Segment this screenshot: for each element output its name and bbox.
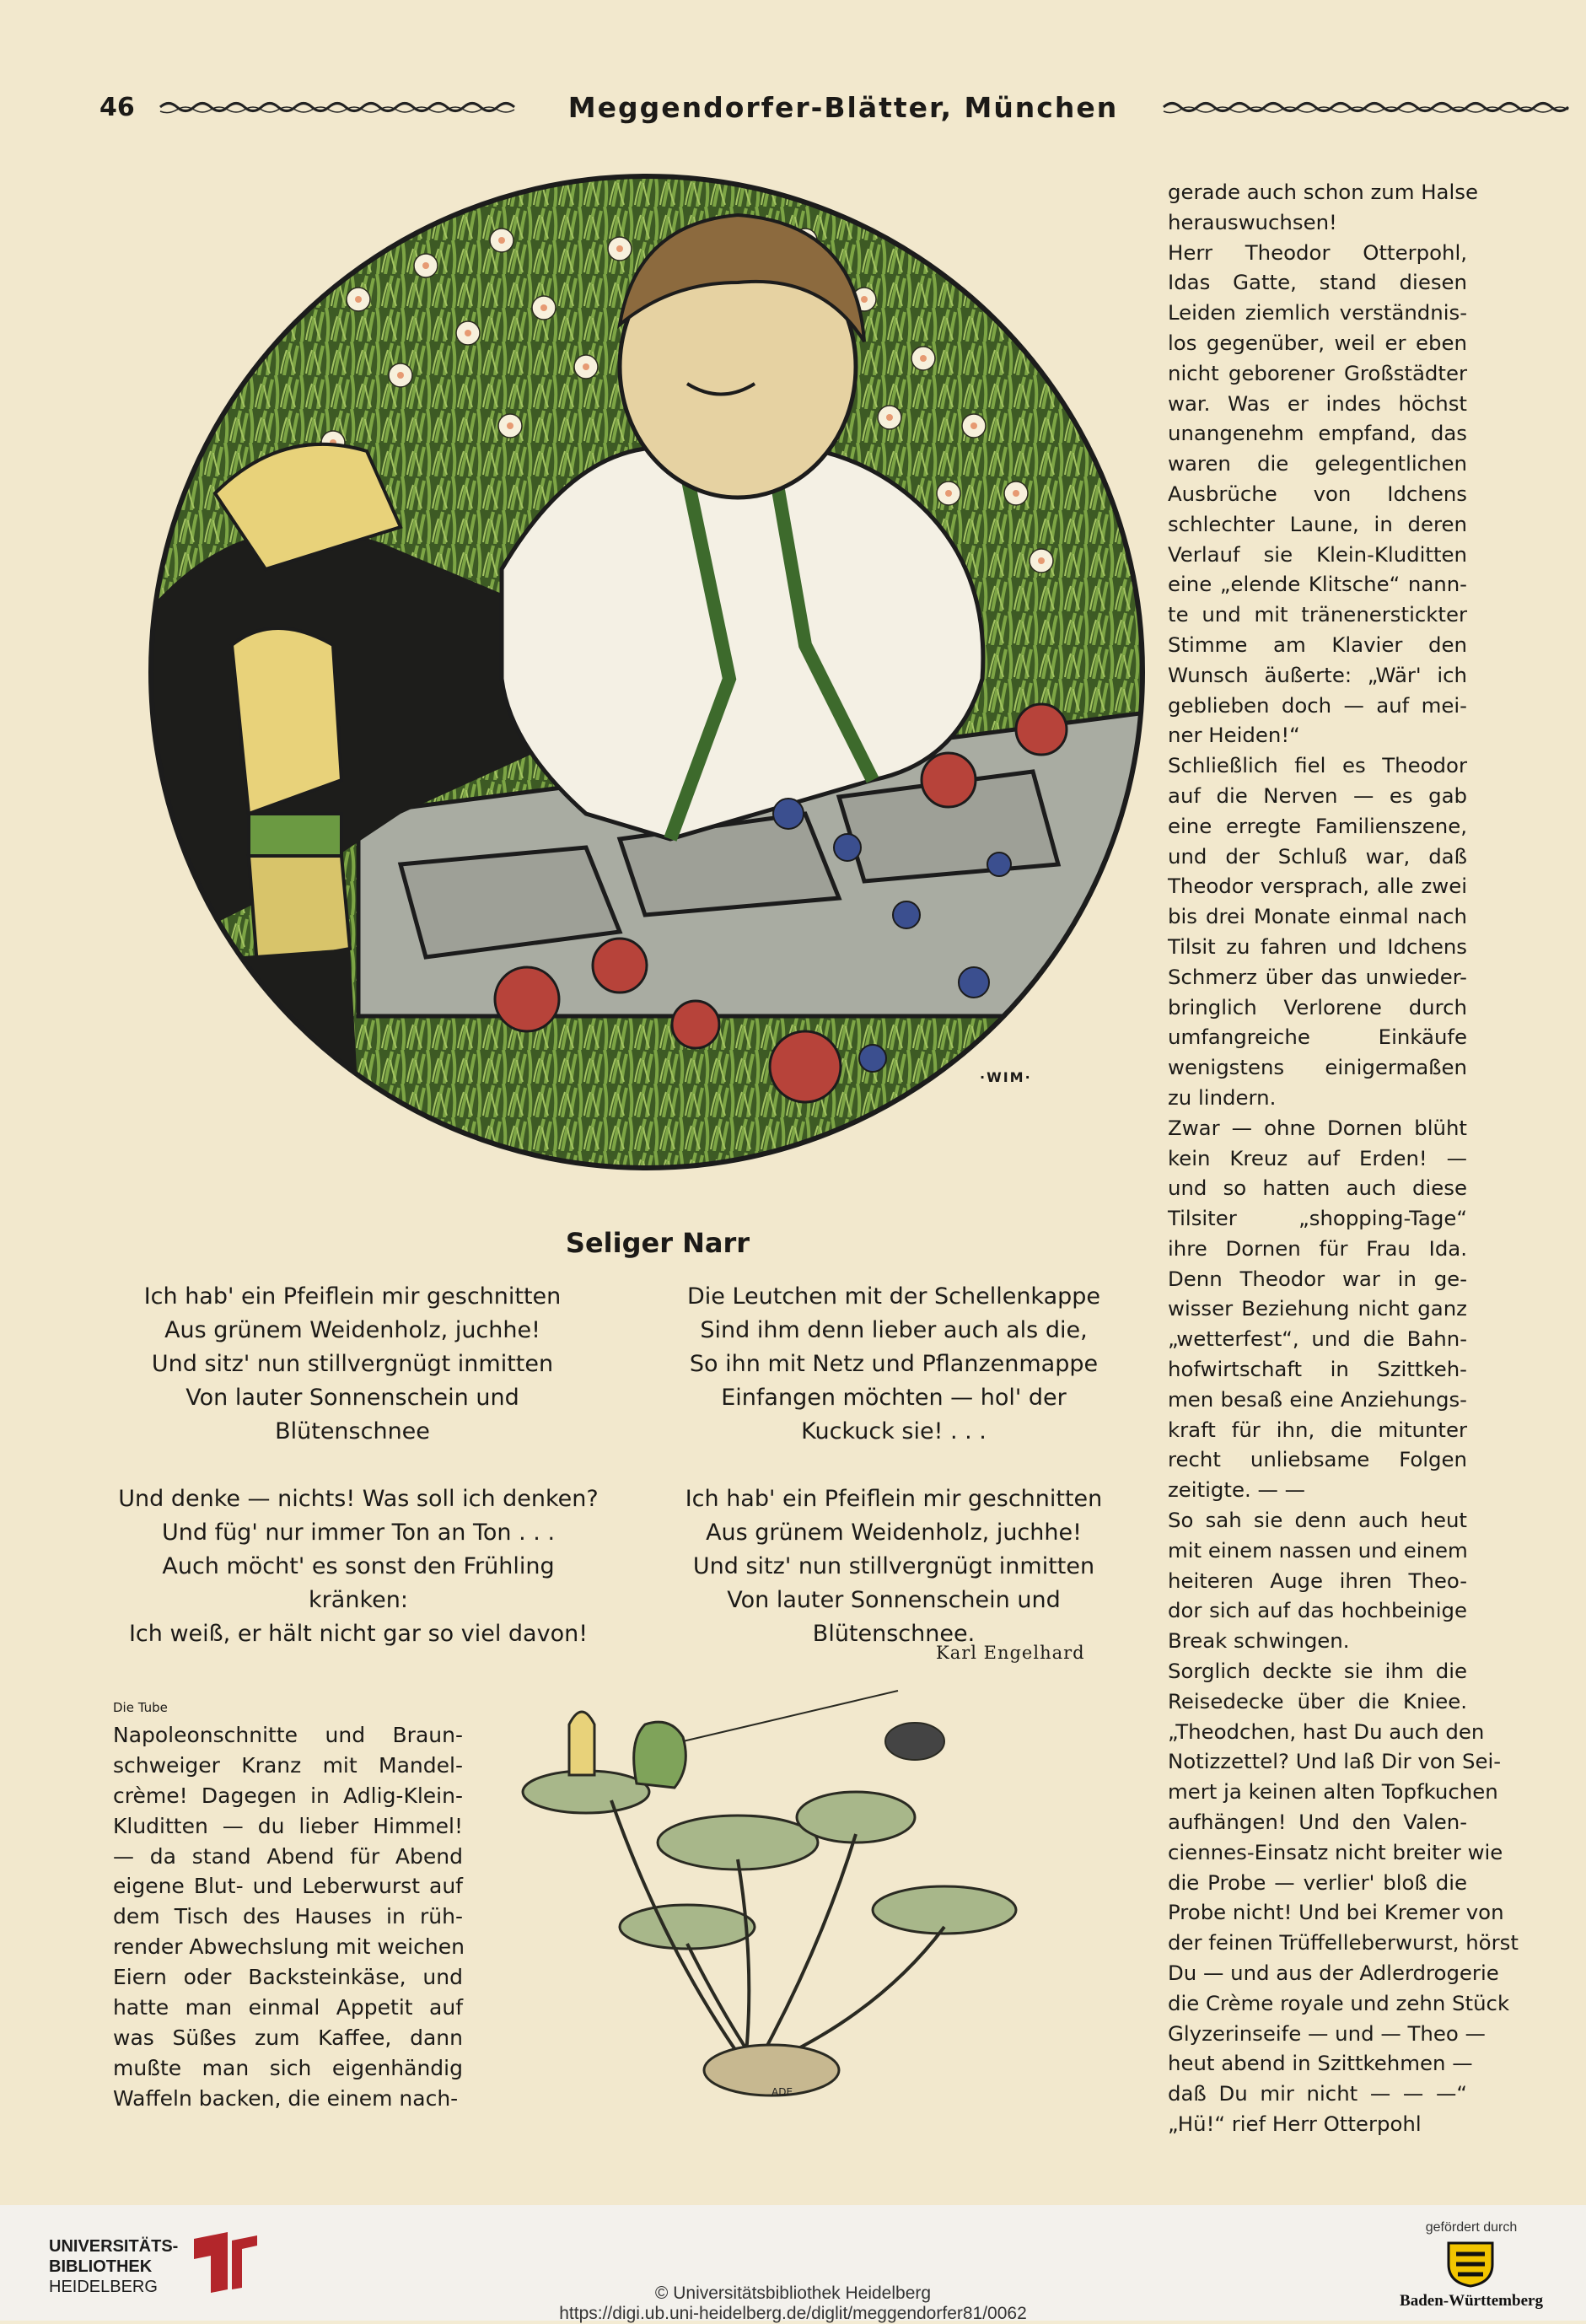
left-column-line: Waffeln backen, die einem nach- (113, 2085, 459, 2111)
right-column-line: Wunsch äußerte: „Wär' ich (1168, 662, 1467, 687)
poem-line: Ich hab' ein Pfeiflein mir geschnitten (685, 1486, 1103, 1512)
page-number: 46 (99, 93, 135, 122)
right-column-line: Tilsiter „shopping-Tage“ (1168, 1206, 1467, 1231)
right-column-line: wisser Beziehung nicht ganz (1168, 1296, 1467, 1321)
right-column-line: Glyzerinseife — und — Theo — (1168, 2020, 1486, 2046)
poem-line: Aus grünem Weidenholz, juchhe! (706, 1520, 1082, 1546)
right-column-line: Herr Theodor Otterpohl, (1168, 239, 1467, 265)
funded-by-label: gefördert durch (1425, 2220, 1518, 2235)
right-column-line: ciennes-Einsatz nicht breiter wie (1168, 1839, 1503, 1864)
funder-name: Baden-Württemberg (1400, 2292, 1543, 2310)
right-column-line: Tilsit zu fahren und Idchens (1168, 933, 1467, 959)
right-column-line: Sorglich deckte sie ihm die (1168, 1659, 1467, 1684)
right-column-line: Ausbrüche von Idchens (1168, 481, 1467, 506)
left-column-line: render Abwechslung mit weichen (113, 1934, 465, 1960)
copyright-text: © Universitätsbibliothek Heidelberg (654, 2284, 932, 2303)
left-column-line: Kluditten — du lieber Himmel! (113, 1813, 463, 1838)
right-column-line: Denn Theodor war in ge- (1168, 1266, 1467, 1291)
right-column-line: die Crème royale und zehn Stück (1168, 1990, 1510, 2015)
header-ornament-left (160, 100, 523, 115)
poem-line: Und denke — nichts! Was soll ich denken? (118, 1486, 599, 1512)
right-column-line: recht unliebsame Folgen (1168, 1447, 1467, 1472)
right-column-line: So sah sie denn auch heut (1168, 1508, 1467, 1533)
left-column-line: Eiern oder Backsteinkäse, und (113, 1965, 463, 1990)
right-column-line: der feinen Trüffelleberwurst, hörst (1168, 1930, 1519, 1955)
poem-line: kränken: (309, 1587, 408, 1613)
right-column-line: zu lindern. (1168, 1084, 1277, 1110)
right-column-line: hofwirtschaft in Szittkeh- (1168, 1357, 1467, 1382)
poem-line: Aus grünem Weidenholz, juchhe! (164, 1317, 540, 1343)
right-column-line: Idas Gatte, stand diesen (1168, 270, 1467, 295)
poem-stanza-2 (101, 1482, 616, 1651)
right-column-line: schlechter Laune, in deren (1168, 511, 1467, 536)
illustration-signature: ·WIM· (980, 1069, 1032, 1085)
right-column-line: te und mit tränenerstickter (1168, 602, 1467, 627)
right-column-text (1168, 177, 1519, 2139)
left-column-line: schweiger Kranz mit Mandel- (113, 1752, 463, 1778)
right-column-line: Probe nicht! Und bei Kremer von (1168, 1900, 1504, 1925)
left-column-line: crème! Dagegen in Adlig-Klein- (113, 1783, 463, 1808)
poem-line: Von lauter Sonnenschein und (185, 1385, 519, 1411)
right-column-line: aufhängen! Und den Valen- (1168, 1810, 1467, 1835)
left-column-text (113, 1720, 463, 2114)
right-column-line: nicht geborener Großstädter (1168, 360, 1467, 385)
right-column-line: bis drei Monate einmal nach (1168, 904, 1467, 929)
left-column-line: — da stand Abend für Abend (113, 1843, 463, 1869)
right-column-line: heiteren Auge ihren Theo- (1168, 1568, 1467, 1593)
left-column-line: Napoleonschnitte und Braun- (113, 1723, 463, 1747)
poem-stanza-3 (658, 1280, 1130, 1449)
right-column-line: mit einem nassen und einem (1168, 1537, 1468, 1563)
right-column-line: eine erregte Familienszene, (1168, 813, 1467, 838)
right-column-line: wenigstens einigermaßen (1168, 1055, 1467, 1080)
poem-line: Sind ihm denn lieber auch als die, (700, 1317, 1088, 1343)
poem-line: Blütenschnee. (812, 1621, 976, 1647)
right-column-line: dor sich auf das hochbeinige (1168, 1598, 1467, 1623)
right-column-line: Break schwingen. (1168, 1628, 1350, 1654)
poem-line: Und füg' nur immer Ton an Ton . . . (161, 1520, 556, 1546)
frog-mushroom-illustration (519, 1691, 1067, 2129)
poem-stanza-1 (108, 1280, 597, 1449)
right-column-line: Verlauf sie Klein-Kluditten (1168, 541, 1467, 567)
right-column-line: kein Kreuz auf Erden! — (1168, 1145, 1467, 1170)
poem-line: Auch möcht' es sonst den Frühling (162, 1553, 555, 1579)
left-column-line: mußte man sich eigenhändig (113, 2055, 463, 2080)
poem-line: Ich hab' ein Pfeiflein mir geschnitten (143, 1283, 562, 1310)
poem-line: Und sitz' nun stillvergnügt inmitten (692, 1553, 1095, 1579)
source-url[interactable]: https://digi.ub.uni-heidelberg.de/diglit/meggendorfer81/0062 (559, 2304, 1027, 2323)
library-name-line3: HEIDELBERG (49, 2278, 158, 2296)
poem-line: Die Leutchen mit der Schellenkappe (686, 1283, 1101, 1310)
right-column-line: unangenehm empfand, das (1168, 421, 1467, 446)
right-column-line: „Theodchen, hast Du auch den (1168, 1719, 1485, 1744)
poem-author: Karl Engelhard (936, 1643, 1085, 1663)
left-column-line: was Süßes zum Kaffee, dann (113, 2025, 463, 2050)
right-column-line: umfangreiche Einkäufe (1168, 1025, 1467, 1050)
right-column-line: daß Du mir nicht — — —“ (1168, 2081, 1467, 2106)
right-column-line: mert ja keinen alten Topfkuchen (1168, 1779, 1498, 1805)
right-column-line: los gegenüber, weil er eben (1168, 330, 1467, 355)
right-column-line: ihre Dornen für Frau Ida. (1168, 1235, 1467, 1261)
library-name-line1: UNIVERSITÄTS- (49, 2237, 179, 2256)
right-column-line: bringlich Verlorene durch (1168, 994, 1467, 1019)
right-column-line: „wetterfest“, und die Bahn- (1168, 1326, 1467, 1352)
right-column-line: Schließlich fiel es Theodor (1168, 753, 1467, 778)
right-column-line: war. Was er indes höchst (1168, 390, 1467, 416)
poem-line: So ihn mit Netz und Pflanzenmappe (689, 1351, 1099, 1377)
right-column-line: Theodor versprach, alle zwei (1168, 874, 1467, 899)
right-column-line: und so hatten auch diese (1168, 1175, 1467, 1201)
poem-line: Von lauter Sonnenschein und (727, 1587, 1061, 1613)
circular-illustration (148, 173, 1147, 1172)
state-emblem-icon (1444, 2239, 1497, 2288)
poem-title: Seliger Narr (565, 1227, 750, 1259)
right-column-line: Stimme am Klavier den (1168, 632, 1467, 657)
copyright-notice (0, 2284, 1586, 2324)
magazine-title: Meggendorfer-Blätter, München (567, 91, 1119, 124)
right-column-line: gerade auch schon zum Halse (1168, 180, 1478, 204)
right-column-line: auf die Nerven — es gab (1168, 783, 1467, 808)
right-column-line: zeitigte. — — (1168, 1477, 1306, 1503)
right-column-line: „Hü!“ rief Herr Otterpohl (1168, 2112, 1422, 2136)
right-column-line: men besaß eine Anziehungs- (1168, 1386, 1467, 1412)
poem-line: Blütenschnee (275, 1418, 430, 1444)
right-column-line: Du — und aus der Adlerdrogerie (1168, 1961, 1499, 1986)
right-column-line: Leiden ziemlich verständnis- (1168, 300, 1467, 325)
right-column-line: Reisedecke über die Kniee. (1168, 1688, 1467, 1713)
page-header (93, 91, 1476, 128)
poem-stanza-4 (658, 1482, 1130, 1651)
left-column-line: eigene Blut- und Leberwurst auf (113, 1874, 463, 1899)
poem-line: Ich weiß, er hält nicht gar so viel davon! (128, 1621, 589, 1647)
right-column-line: kraft für ihn, die mitunter (1168, 1417, 1467, 1442)
right-column-line: und der Schluß war, daß (1168, 843, 1467, 869)
left-column-line: dem Tisch des Hauses in rüh- (113, 1904, 463, 1929)
right-column-line: Zwar — ohne Dornen blüht (1168, 1115, 1467, 1140)
right-column-line: heut abend in Szittkehmen — (1168, 2051, 1473, 2076)
right-column-line: eine „elende Klitsche“ nann- (1168, 572, 1467, 597)
poem-line: Und sitz' nun stillvergnügt inmitten (151, 1351, 554, 1377)
library-name-line2: BIBLIOTHEK (49, 2257, 153, 2276)
right-column-line: Schmerz über das unwieder- (1168, 964, 1467, 989)
right-column-line: geblieben doch — auf mei- (1168, 692, 1467, 718)
poem-line: Kuckuck sie! . . . (801, 1418, 987, 1444)
poem-line: Einfangen möchten — hol' der (721, 1385, 1067, 1411)
right-column-line: waren die gelegentlichen (1168, 451, 1467, 476)
right-column-line: herauswuchsen! (1168, 209, 1337, 234)
right-column-line: ner Heiden!“ (1168, 723, 1300, 748)
header-ornament-right (1164, 100, 1570, 115)
right-column-line: Notizzettel? Und laß Dir von Sei- (1168, 1749, 1502, 1774)
left-column-line: hatte man einmal Appetit auf (113, 1995, 463, 2020)
figure-signature: ADE (771, 2086, 793, 2098)
right-column-line: die Probe — verlier' bloß die (1168, 1869, 1467, 1895)
section-heading: Die Tube (113, 1700, 168, 1715)
